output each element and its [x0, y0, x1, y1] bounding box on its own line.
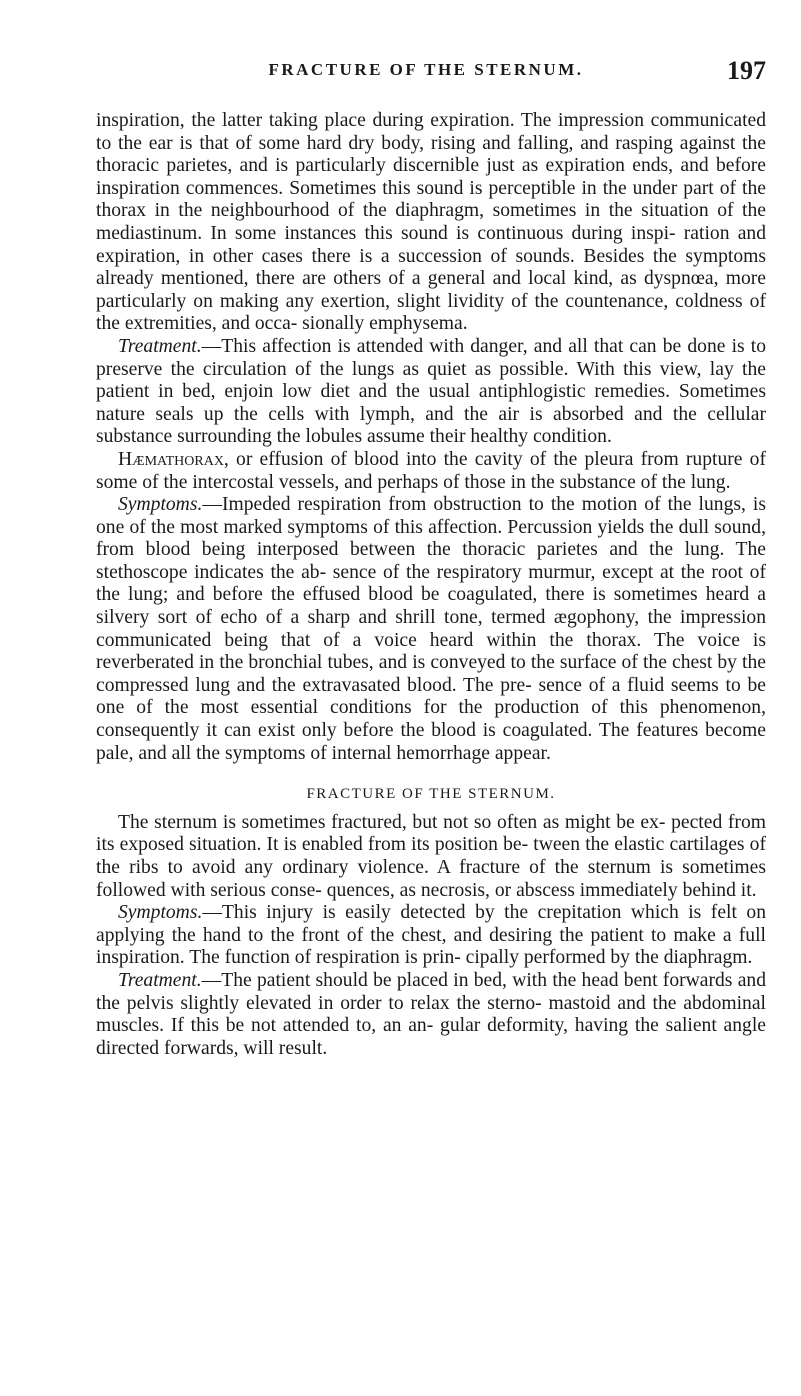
paragraph-text: —This injury is easily detected by the crepitation which is felt on applying the hand to the front of the chest, and desiring the patient to make a full inspiration. The function of respiration is prin- cipally performed by the diaphragm.: [96, 902, 766, 969]
paragraph-sternum: [96, 812, 766, 902]
paragraph-label: Symptoms.: [118, 494, 203, 516]
paragraph-sternum-treatment: [96, 970, 766, 1060]
body-text: [96, 110, 766, 1060]
paragraph-text: —The patient should be placed in bed, with the head bent forwards and the pelvis slightly elevated in order to relax the sterno- mastoid and the abdominal muscles. If this be not attended to, an an- gular deformity, having the salient angle directed forwards, will result.: [96, 969, 766, 1059]
running-title: FRACTURE OF THE STERNUM.: [268, 60, 584, 79]
paragraph-sternum-symptoms: [96, 902, 766, 970]
paragraph-continued: [96, 110, 766, 336]
paragraph-text: The sternum is sometimes fractured, but not so often as might be ex- pected from its exposed situation. It is enabled from its position be- tween the elastic cartilages of the ribs to avoid any ordinary violence. A fracture of the sternum is sometimes followed with serious conse- quences, as necrosis, or abscess immediately behind it.: [96, 811, 766, 901]
running-head: [96, 58, 766, 88]
paragraph-haemathorax: [96, 449, 766, 494]
paragraph-text: —Impeded respiration from obstruction to the motion of the lungs, is one of the most marked symptoms of this affection. Percussion yields the dull sound, from blood being interposed between the thoracic parietes and the lung. The stethoscope indicates the ab- sence of the respiratory murmur, except at the root of the lung; and before the effused blood be coagulated, there is sometimes heard a silvery sort of echo of a sharp and shrill tone, termed ægophony, the impression communicated being that of a voice heard within the thorax. The voice is reverberated in the bronchial tubes, and is conveyed to the surface of the chest by the compressed lung and the extravasated blood. The pre- sence of a fluid seems to be one of the most essential conditions for the production of this phenomenon, consequently it can exist only before the blood is coagulated. The features become pale, and all the symptoms of internal hemorrhage appear.: [96, 494, 766, 764]
paragraph-symptoms: [96, 494, 766, 765]
section-heading: FRACTURE OF THE STERNUM.: [306, 786, 556, 803]
paragraph-label: Symptoms.: [118, 902, 203, 924]
paragraph-text: or effusion of blood into the cavity of the pleura from rupture of some of the intercostal vessels, and perhaps of those in the substance of the lung.: [96, 448, 766, 493]
paragraph-label: Treatment.: [118, 969, 202, 991]
paragraph-treatment: [96, 336, 766, 449]
book-page: [96, 58, 766, 1060]
page-number: 197: [727, 56, 766, 85]
paragraph-label: Hæmathorax,: [118, 448, 229, 470]
paragraph-text: inspiration, the latter taking place during expiration. The impression communicated to the ear is that of some hard dry body, rising and falling, and rasping against the thoracic parietes, and is particularly discernible just as expiration ends, and before inspiration commences. Sometimes this sound is perceptible in the under part of the thorax in the neighbourhood of the diaphragm, sometimes in the situation of the mediastinum. In some instances this sound is continuous during inspi- ration and expiration, in other cases there is a succession of sounds. Besides the symptoms already mentioned, there are others of a general and local kind, as dyspnœa, more particularly on making any exertion, slight lividity of the countenance, coldness of the extremities, and occa- sionally emphysema.: [96, 110, 766, 335]
paragraph-label: Treatment.: [118, 335, 202, 357]
paragraph-text: —This affection is attended with danger, and all that can be done is to preserve the circulation of the lungs as quiet as possible. With this view, lay the patient in bed, enjoin low diet and the usual antiphlogistic remedies. Sometimes nature seals up the cells with lymph, and the air is absorbed and the cellular substance surrounding the lobules assume their healthy condition.: [96, 335, 766, 448]
